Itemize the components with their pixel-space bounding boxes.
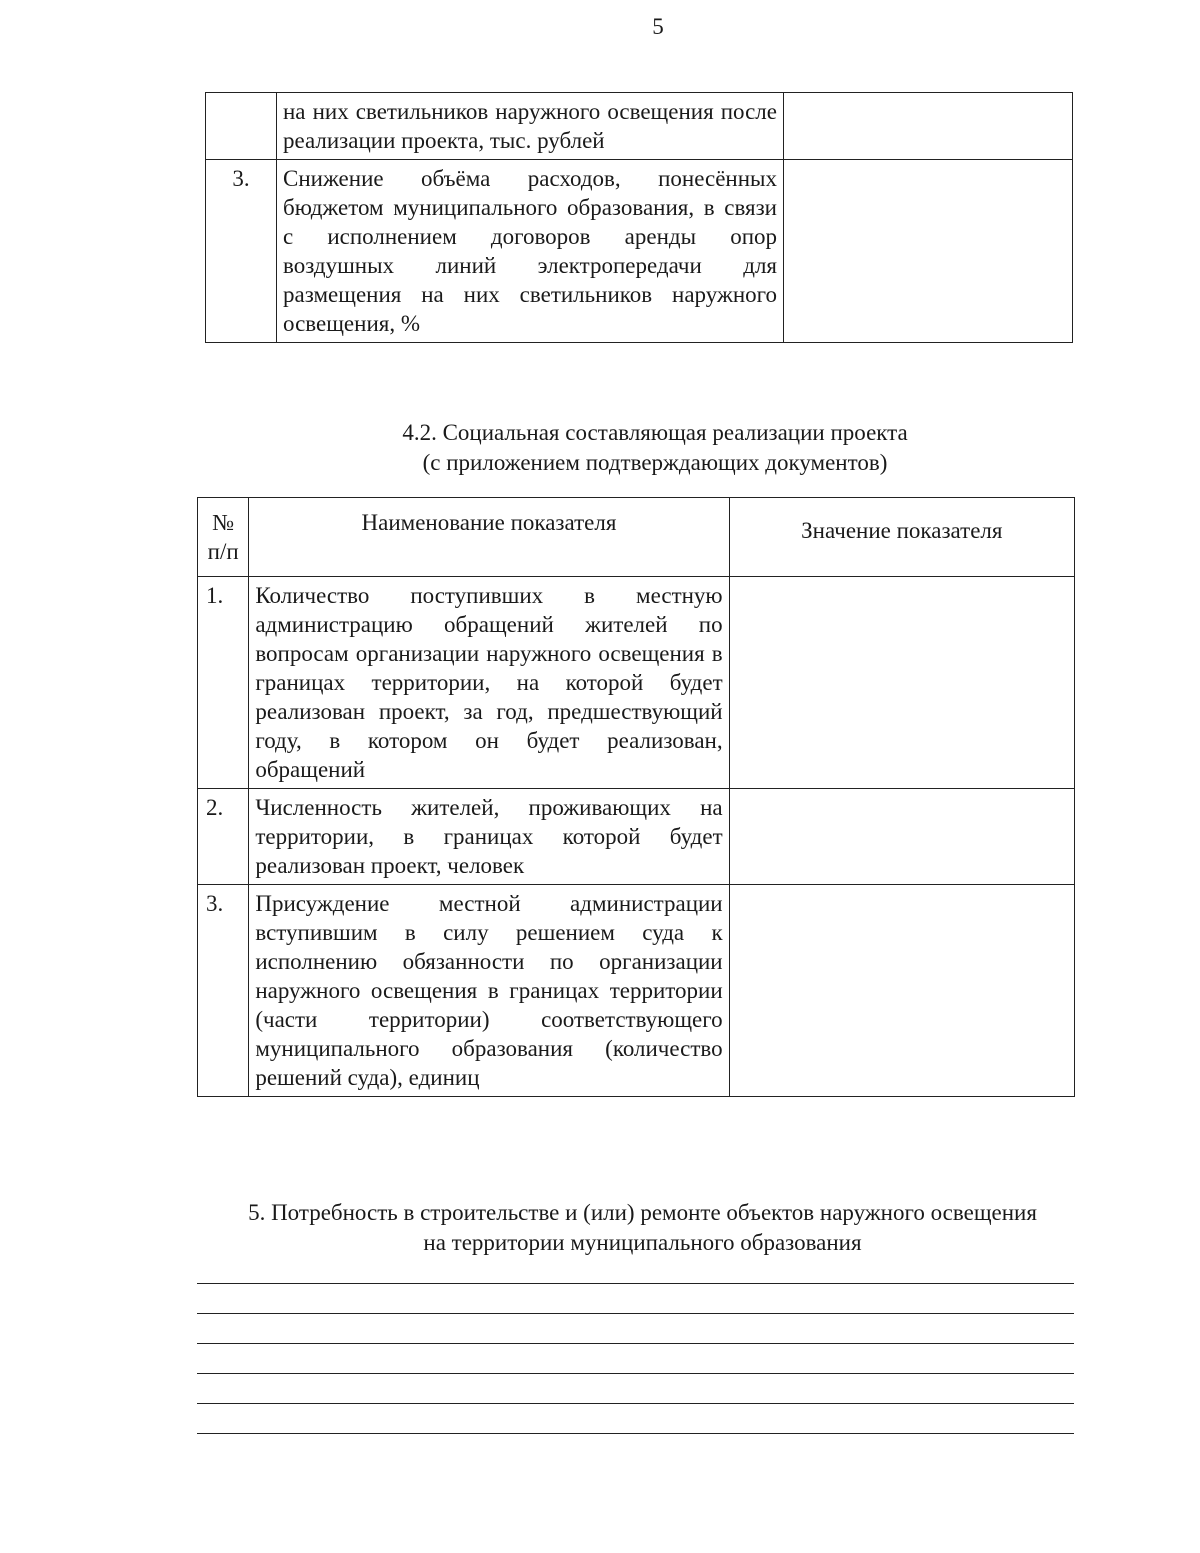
table-row <box>206 93 1073 160</box>
row-number-cell <box>206 93 277 160</box>
indicator-name-cell: Численность жителей, проживающих на территории, в границах которой будет реализован проект, человек <box>249 789 729 885</box>
social-indicators-table <box>197 497 1075 1097</box>
table-row <box>198 577 1075 789</box>
indicator-value-cell[interactable] <box>729 789 1074 885</box>
indicator-value-cell[interactable] <box>784 93 1073 160</box>
section-title-line-1: 5. Потребность в строительстве и (или) ремонте объектов наружного освещения <box>248 1200 1037 1225</box>
blank-fill-line[interactable] <box>197 1343 1074 1344</box>
row-number-cell: 2. <box>198 789 249 885</box>
page-number: 5 <box>652 14 664 39</box>
table-row <box>206 160 1073 343</box>
blank-fill-line[interactable] <box>197 1433 1074 1434</box>
indicator-name-cell: Снижение объёма расходов, понесённых бюджетом муниципального образования, в связи с исполнением договоров аренды опор воздушных линий электропередачи для размещения на них светильников наружного освещения, % <box>277 160 784 343</box>
column-header-value: Значение показателя <box>729 498 1074 577</box>
blank-fill-line[interactable] <box>197 1373 1074 1374</box>
table-row <box>198 885 1075 1097</box>
economic-indicators-table-continuation <box>205 92 1073 343</box>
indicator-value-cell[interactable] <box>784 160 1073 343</box>
indicator-name-cell: Количество поступивших в местную администрацию обращений жителей по вопросам организации наружного освещения в границах территории, на которой будет реализован проект, за год, предшествующий году, в котором он будет реализован, обращений <box>249 577 729 789</box>
column-header-name: Наименование показателя <box>249 498 729 577</box>
blank-fill-line[interactable] <box>197 1403 1074 1404</box>
indicator-value-cell[interactable] <box>729 885 1074 1097</box>
blank-fill-line[interactable] <box>197 1313 1074 1314</box>
section-subtitle: (с приложением подтверждающих документов) <box>422 450 888 475</box>
row-number-cell: 3. <box>206 160 277 343</box>
table-row <box>198 789 1075 885</box>
needs-section-heading <box>190 1198 1095 1258</box>
section-title: 4.2. Социальная составляющая реализации проекта <box>402 420 908 445</box>
blank-fill-line[interactable] <box>197 1283 1074 1284</box>
column-header-number: № п/п <box>198 498 249 577</box>
table-header-row <box>198 498 1075 577</box>
section-title-line-2: на территории муниципального образования <box>423 1230 862 1255</box>
indicator-value-cell[interactable] <box>729 577 1074 789</box>
indicator-name-cell: на них светильников наружного освещения после реализации проекта, тыс. рублей <box>277 93 784 160</box>
row-number-cell: 1. <box>198 577 249 789</box>
row-number-cell: 3. <box>198 885 249 1097</box>
social-section-heading <box>300 418 1010 478</box>
indicator-name-cell: Присуждение местной администрации вступившим в силу решением суда к исполнению обязанности по организации наружного освещения в границах территории (части территории) соответствующего муниципального образования (количество решений суда), единиц <box>249 885 729 1097</box>
